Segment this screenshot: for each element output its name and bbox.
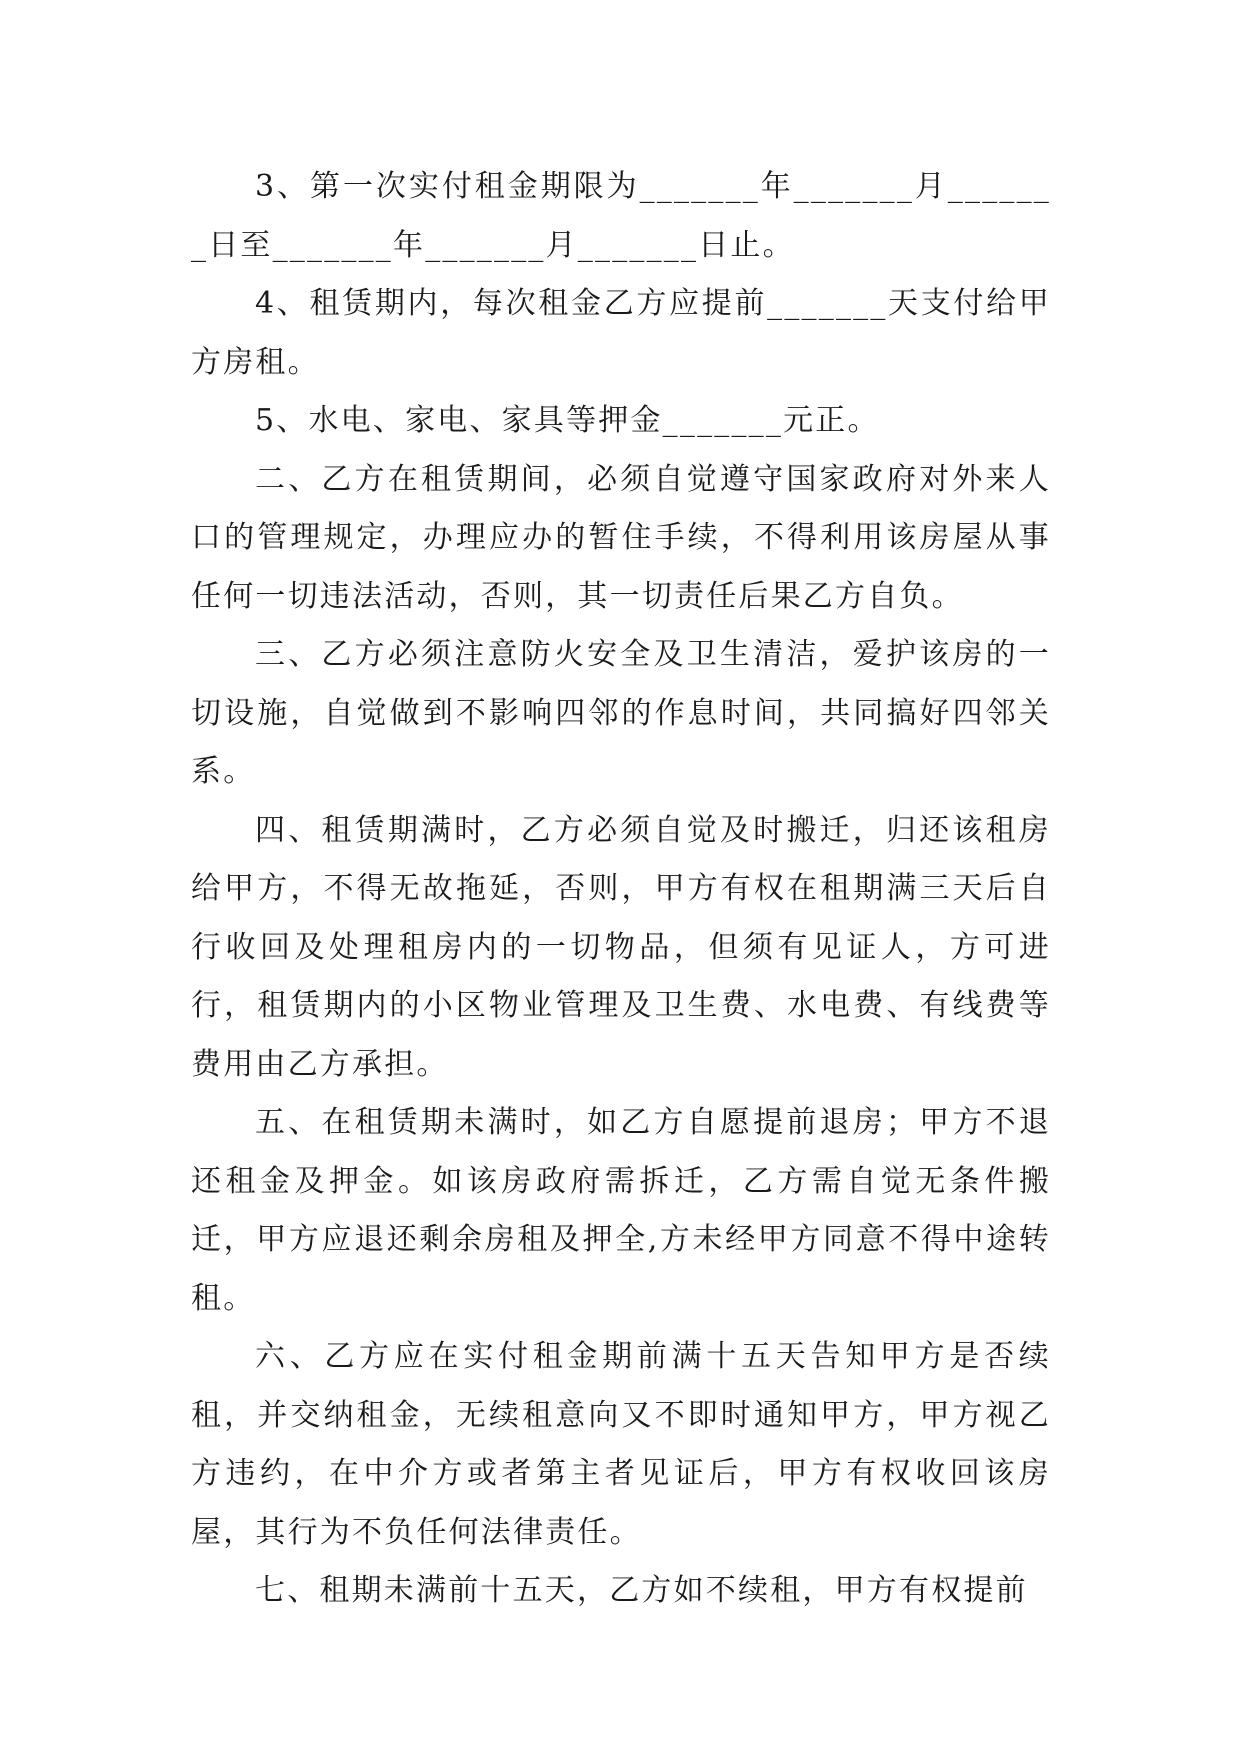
clause-4-rent-advance-payment: 4、租赁期内，每次租金乙方应提前_______天支付给甲方房租。 [191, 286, 1051, 380]
clause-5-deposit: 5、水电、家电、家具等押金_______元正。 [255, 403, 880, 438]
clause-3-first-rent-period: 3、第一次实付租金期限为_______年_______月_______日至_______年_______月_______日止。 [191, 169, 1051, 263]
article-3-safety-hygiene: 三、乙方必须注意防火安全及卫生清洁，爱护该房的一切设施，自觉做到不影响四邻的作息时间，共同搞好四邻关系。 [191, 637, 1051, 789]
article-6-renewal-notice: 六、乙方应在实付租金期前满十五天告知甲方是否续租，并交纳租金，无续租意向又不即时通知甲方，甲方视乙方违约，在中介方或者第主者见证后，甲方有权收回该房屋，其行为不负任何法律责任。 [191, 1339, 1051, 1550]
article-5-early-termination: 五、在租赁期未满时，如乙方自愿提前退房；甲方不退还租金及押金。如该房政府需拆迁，乙方需自觉无条件搬迁，甲方应退还剩余房租及押全,方未经甲方同意不得中途转租。 [191, 1105, 1051, 1316]
article-2-compliance: 二、乙方在租赁期间，必须自觉遵守国家政府对外来人口的管理规定，办理应办的暂住手续，不得利用该房屋从事任何一切违法活动，否则，其一切责任后果乙方自负。 [191, 461, 1051, 614]
article-7-non-renewal: 七、租期未满前十五天，乙方如不续租，甲方有权提前 [255, 1573, 1028, 1608]
article-4-lease-expiry: 四、租赁期满时，乙方必须自觉及时搬迁，归还该租房给甲方，不得无故拖延，否则，甲方有权在租期满三天后自行收回及处理租房内的一切物品，但须有见证人，方可进行，租赁期内的小区物业管理及卫生费、水电费、有线费等费用由乙方承担。 [191, 812, 1051, 1082]
document-body [191, 158, 1051, 1621]
